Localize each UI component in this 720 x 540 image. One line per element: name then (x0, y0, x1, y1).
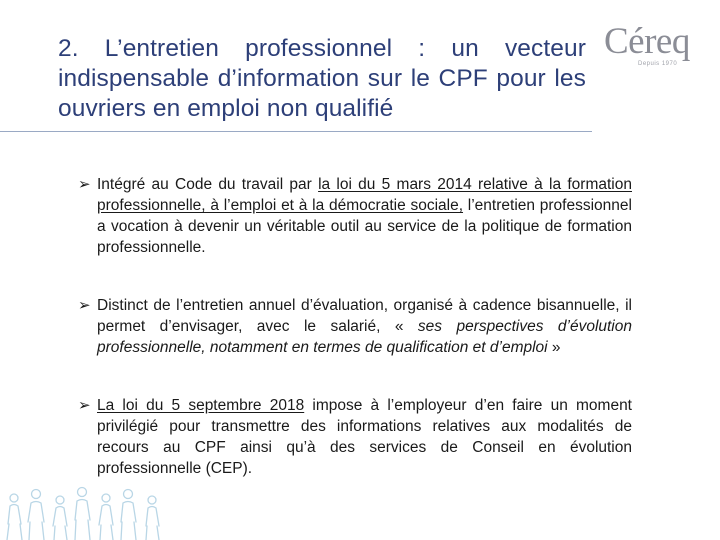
bullet-item (78, 295, 632, 358)
title-divider (0, 131, 592, 132)
cereq-logo (604, 20, 704, 70)
quoted-text: ses perspectives d’évolution professionnelle, notamment en termes de qualification et d’emploi (97, 318, 632, 356)
bullet-arrow-icon: ➢ (78, 296, 91, 314)
bullet-text-part: Intégré au Code du travail par (97, 176, 319, 193)
person-silhouette-icon (121, 490, 136, 540)
bullet-text-part: Distinct de l’entretien annuel d’évaluation, organisé à cadence bisannuelle, il permet d’envisager, avec le salarié, « (97, 297, 632, 335)
person-silhouette-icon (99, 494, 113, 540)
bullet-list (78, 174, 632, 516)
bullet-item (78, 174, 632, 258)
logo-wordmark: Céreq (604, 21, 690, 62)
logo-tagline: Depuis 1970 (638, 61, 678, 67)
people-silhouettes-decoration (0, 480, 180, 540)
slide-title: 2. L’entretien professionnel : un vecteur indispensable d’information sur le CPF pour les ouvriers en emploi non qualifié (58, 35, 586, 122)
law-reference-link[interactable]: la loi du 5 mars 2014 relative à la formation professionnelle, à l’emploi et à la démocratie sociale, (97, 176, 632, 214)
bullet-text-part: » (547, 339, 561, 356)
person-silhouette-icon (53, 496, 67, 540)
person-silhouette-icon (7, 494, 22, 540)
bullet-text (97, 295, 632, 358)
bullet-text-part: impose à l’employeur d’en faire un moment privilégié pour transmettre des informations relatives aux modalités de recours au CPF ainsi qu’à des services de Conseil en évolution professionnelle (CEP). (97, 397, 632, 477)
person-silhouette-icon (28, 490, 44, 540)
person-silhouette-icon (75, 488, 90, 540)
bullet-text-part: l’entretien professionnel a vocation à devenir un véritable outil au service de la politique de formation professionnelle. (97, 197, 632, 256)
bullet-text (97, 174, 632, 258)
bullet-text (97, 395, 632, 479)
bullet-arrow-icon: ➢ (78, 396, 91, 414)
bullet-item (78, 395, 632, 479)
law-reference-link[interactable]: La loi du 5 septembre 2018 (97, 397, 305, 414)
person-silhouette-icon (146, 496, 159, 540)
bullet-arrow-icon: ➢ (78, 175, 91, 193)
